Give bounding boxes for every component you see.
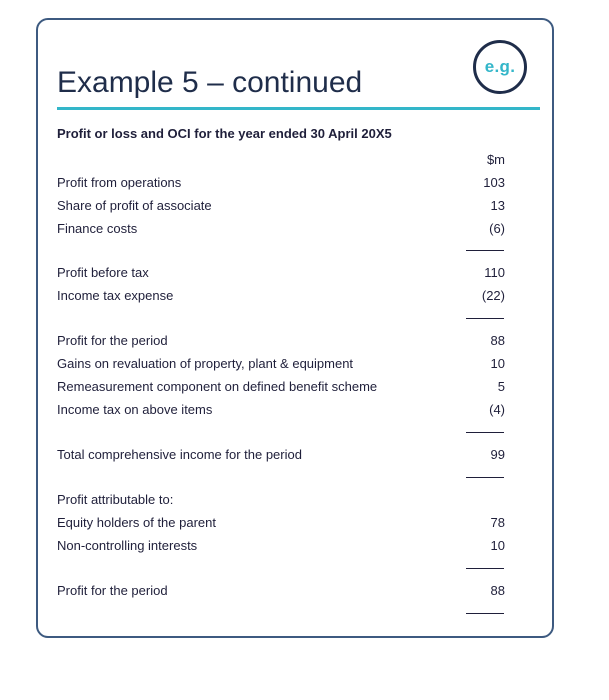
row-label: Income tax expense <box>57 288 174 303</box>
row-value: 78 <box>490 515 505 530</box>
row-label: Equity holders of the parent <box>57 515 216 530</box>
row-value: (4) <box>489 402 505 417</box>
example-badge-icon <box>473 40 527 94</box>
row-label: Remeasurement component on defined benefit scheme <box>57 379 378 394</box>
total-rule <box>466 477 504 478</box>
subtotal-rule <box>466 432 504 433</box>
page-title: Example 5 – continued <box>57 66 363 99</box>
row-value: 103 <box>483 175 505 190</box>
row-value: 99 <box>490 447 505 462</box>
row-label: Profit attributable to: <box>57 492 174 507</box>
row-value: (6) <box>489 221 505 236</box>
row-value: (22) <box>481 288 505 303</box>
row-value: 10 <box>490 356 505 371</box>
currency-header: $m <box>486 152 505 167</box>
row-label: Profit before tax <box>57 265 149 280</box>
row-value: 110 <box>484 265 505 280</box>
row-label: Profit from operations <box>57 175 182 190</box>
row-label: Income tax on above items <box>57 402 213 417</box>
row-label: Total comprehensive income for the period <box>57 447 302 462</box>
subtotal-rule <box>466 568 504 569</box>
row-value: 10 <box>490 538 505 553</box>
title-underline <box>57 107 540 110</box>
row-label: Profit for the period <box>57 583 168 598</box>
row-label: Share of profit of associate <box>57 198 212 213</box>
subtotal-rule <box>466 318 504 319</box>
row-value: 5 <box>497 379 505 394</box>
row-label: Gains on revaluation of property, plant & equipment <box>57 356 354 371</box>
row-value: 88 <box>490 583 505 598</box>
statement-subtitle: Profit or loss and OCI for the year ended 30 April 20X5 <box>57 126 392 141</box>
row-value: 88 <box>490 333 505 348</box>
row-label: Finance costs <box>57 221 138 236</box>
subtotal-rule <box>466 250 504 251</box>
row-label: Non-controlling interests <box>57 538 198 553</box>
total-rule <box>466 613 504 614</box>
row-label: Profit for the period <box>57 333 168 348</box>
row-value: 13 <box>490 198 505 213</box>
badge-label: e.g. <box>484 57 516 76</box>
